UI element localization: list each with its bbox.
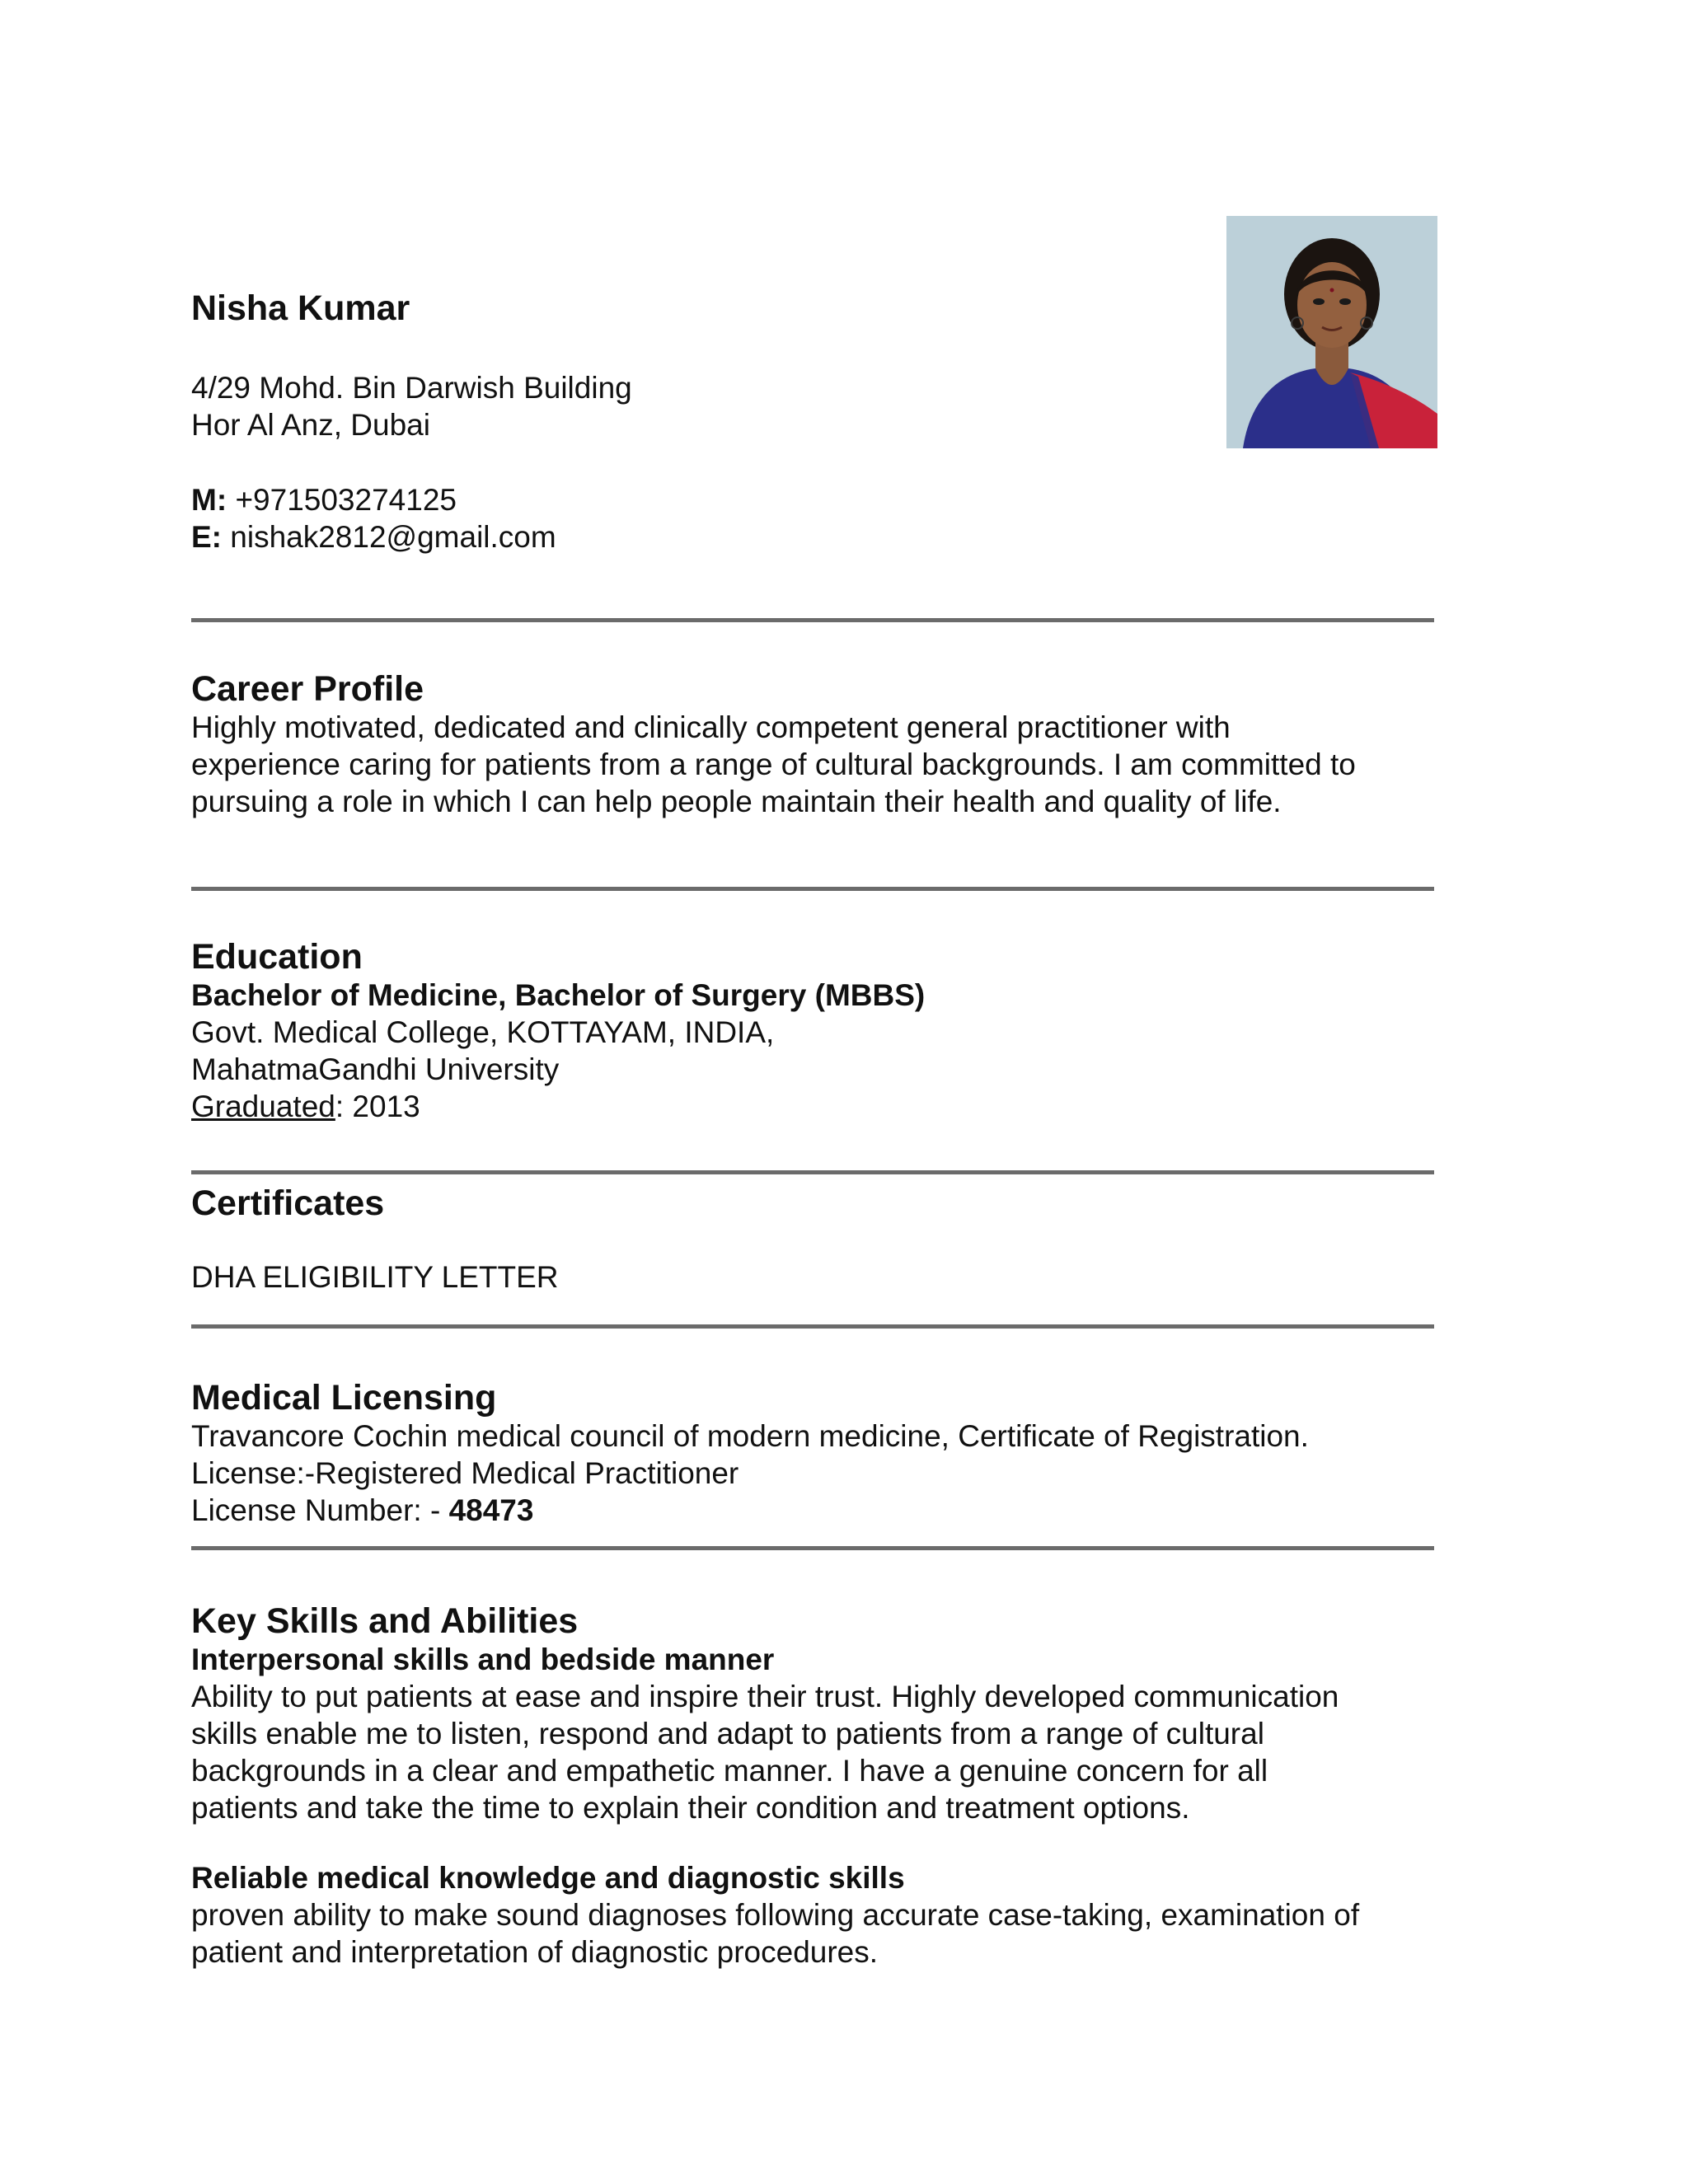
licensing-type: License:-Registered Medical Practitioner xyxy=(191,1456,739,1490)
license-number: 48473 xyxy=(448,1493,534,1527)
address-line-1: 4/29 Mohd. Bin Darwish Building xyxy=(191,371,632,405)
career-profile-title: Career Profile xyxy=(191,669,424,709)
mobile-number: +971503274125 xyxy=(235,483,457,517)
divider-1 xyxy=(191,618,1434,622)
medical-licensing-section xyxy=(191,1378,1434,1529)
divider-4 xyxy=(191,1324,1434,1329)
skill-heading: Reliable medical knowledge and diagnostic skills xyxy=(191,1861,905,1895)
certificate-item: DHA ELIGIBILITY LETTER xyxy=(191,1260,559,1294)
contact-info xyxy=(191,481,556,555)
career-profile-section xyxy=(191,669,1434,820)
email-row xyxy=(191,518,556,555)
skill-line: patient and interpretation of diagnostic procedures. xyxy=(191,1935,879,1969)
email-label: E: xyxy=(191,520,222,554)
skill-line: skills enable me to listen, respond and adapt to patients from a range of cultural xyxy=(191,1717,1264,1750)
profile-photo-illustration xyxy=(1226,216,1437,448)
divider-5 xyxy=(191,1546,1434,1550)
email-address: nishak2812@gmail.com xyxy=(230,520,556,554)
education-degree: Bachelor of Medicine, Bachelor of Surgery (MBBS) xyxy=(191,978,926,1012)
mobile-row xyxy=(191,481,556,518)
license-number-row xyxy=(191,1492,1434,1529)
certificates-title: Certificates xyxy=(191,1183,385,1223)
graduated-separator: : xyxy=(335,1090,353,1123)
license-number-label: License Number: - xyxy=(191,1493,449,1527)
skill-line: patients and take the time to explain their condition and treatment options. xyxy=(191,1791,1190,1825)
candidate-name: Nisha Kumar xyxy=(191,288,410,328)
skill-line: Ability to put patients at ease and inspire their trust. Highly developed communication xyxy=(191,1680,1339,1713)
education-section xyxy=(191,937,1434,1125)
divider-3 xyxy=(191,1170,1434,1174)
education-university: MahatmaGandhi University xyxy=(191,1052,560,1086)
mobile-label: M: xyxy=(191,483,227,517)
skill-line: proven ability to make sound diagnoses following accurate case-taking, examination of xyxy=(191,1898,1360,1932)
skill-line: backgrounds in a clear and empathetic manner. I have a genuine concern for all xyxy=(191,1754,1268,1788)
career-profile-line: Highly motivated, dedicated and clinically competent general practitioner with xyxy=(191,710,1231,744)
medical-licensing-title: Medical Licensing xyxy=(191,1378,497,1418)
graduated-year: 2013 xyxy=(352,1090,420,1123)
education-title: Education xyxy=(191,937,363,977)
skill-heading: Interpersonal skills and bedside manner xyxy=(191,1643,775,1676)
career-profile-line: pursuing a role in which I can help people maintain their health and quality of life. xyxy=(191,785,1282,818)
divider-2 xyxy=(191,887,1434,891)
licensing-council: Travancore Cochin medical council of modern medicine, Certificate of Registration. xyxy=(191,1419,1309,1453)
certificates-section xyxy=(191,1183,1434,1296)
career-profile-line: experience caring for patients from a range of cultural backgrounds. I am committed to xyxy=(191,748,1356,781)
graduated-label: Graduated xyxy=(191,1090,335,1123)
address xyxy=(191,369,632,443)
key-skills-title: Key Skills and Abilities xyxy=(191,1601,579,1641)
key-skills-section xyxy=(191,1601,1434,1971)
education-college: Govt. Medical College, KOTTAYAM, INDIA, xyxy=(191,1015,775,1049)
profile-photo xyxy=(1226,216,1437,448)
education-graduated xyxy=(191,1088,1434,1125)
address-line-2: Hor Al Anz, Dubai xyxy=(191,408,430,442)
